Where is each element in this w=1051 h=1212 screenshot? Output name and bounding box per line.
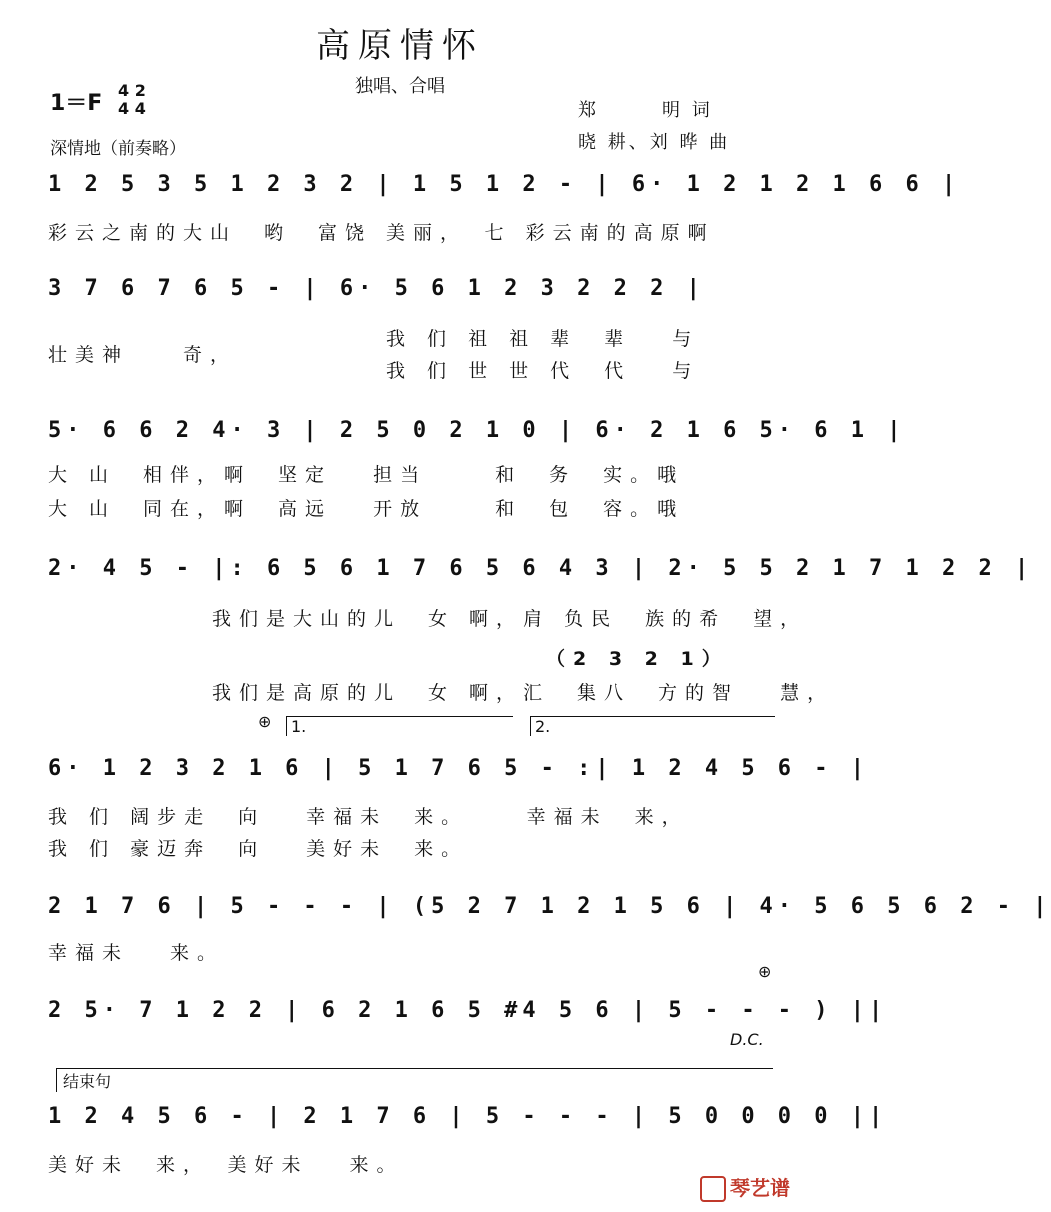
lyric-line-2c: 我 们 世 世 代 代 与 bbox=[386, 360, 700, 382]
key-signature: 1＝F bbox=[50, 91, 103, 116]
notation-line-8: 1 2 4 5 6 - | 2 1 7 6 | 5 - - - | 5 0 0 0 0 || bbox=[48, 1104, 888, 1129]
coda-sign: ⊕ bbox=[258, 712, 272, 731]
lyricist-credit: 郑 明 词 bbox=[578, 100, 713, 121]
lyric-line-5b: 我 们 豪迈奔 向 美好未 来。 bbox=[48, 838, 469, 860]
lyric-line-1: 彩云之南的大山 哟 富饶 美丽， 七 彩云南的高原啊 bbox=[48, 222, 715, 244]
notation-line-3: 5· 6 6 2 4· 3 | 2 5 0 2 1 0 | 6· 2 1 6 5· 6 1 | bbox=[48, 418, 906, 443]
volta-2: 2. bbox=[530, 716, 775, 736]
time-signature-bottom: 4 4 bbox=[118, 99, 146, 118]
time-signature-top: 4 2 bbox=[118, 81, 146, 100]
notation-line-5: 6· 1 2 3 2 1 6 | 5 1 7 6 5 - :| 1 2 4 5 6 - | bbox=[48, 756, 870, 781]
lyric-line-6: 幸福未 来。 bbox=[48, 942, 225, 964]
composer-credit: 晓 耕、刘 晔 曲 bbox=[578, 132, 731, 153]
notation-line-7: 2 5· 7 1 2 2 | 6 2 1 6 5 #4 5 6 | 5 - - - ) || bbox=[48, 998, 888, 1023]
da-capo-marking: D.C. bbox=[730, 1030, 764, 1049]
volta-1: 1. bbox=[286, 716, 513, 736]
lyric-line-2a: 壮美神 奇， bbox=[48, 344, 238, 366]
watermark bbox=[700, 1172, 790, 1203]
watermark-text: 琴艺谱 bbox=[730, 1175, 790, 1200]
coda-sign-2: ⊕ bbox=[758, 962, 772, 981]
lyric-line-3a: 大 山 相伴，啊 坚定 担当 和 务 实。哦 bbox=[48, 464, 685, 486]
notation-line-6: 2 1 7 6 | 5 - - - | (5 2 7 1 2 1 5 6 | 4· 5 6 5 6 2 - | bbox=[48, 894, 1051, 919]
lyric-line-3b: 大 山 同在，啊 高远 开放 和 包 容。哦 bbox=[48, 498, 685, 520]
lyric-line-4a: 我们是大山的儿 女 啊，肩 负民 族的希 望， bbox=[212, 608, 808, 630]
lyric-line-4-interlude: （2 3 2 1） bbox=[546, 648, 729, 670]
lyric-line-8: 美好未 来， 美好未 来。 bbox=[48, 1154, 404, 1176]
song-title: 高原情怀 bbox=[316, 26, 484, 66]
lyric-line-2b: 我 们 祖 祖 辈 辈 与 bbox=[386, 328, 700, 350]
lyric-line-5a: 我 们 阔步走 向 幸福未 来。 幸福未 来， bbox=[48, 806, 689, 828]
song-subtitle: 独唱、合唱 bbox=[355, 76, 445, 97]
tempo-marking: 深情地（前奏略） bbox=[50, 139, 186, 159]
ending-label: 结束句 bbox=[56, 1068, 773, 1092]
qinyipu-logo-icon bbox=[700, 1176, 726, 1202]
time-signature bbox=[118, 82, 146, 118]
notation-line-2: 3 7 6 7 6 5 - | 6· 5 6 1 2 3 2 2 2 | bbox=[48, 276, 705, 301]
notation-line-1: 1 2 5 3 5 1 2 3 2 | 1 5 1 2 - | 6· 1 2 1 2 1 6 6 | bbox=[48, 172, 961, 197]
lyric-line-4b: 我们是高原的儿 女 啊，汇 集八 方的智 慧， bbox=[212, 682, 835, 704]
notation-line-4: 2· 4 5 - |: 6 5 6 1 7 6 5 6 4 3 | 2· 5 5 2 1 7 1 2 2 | bbox=[48, 556, 1034, 581]
